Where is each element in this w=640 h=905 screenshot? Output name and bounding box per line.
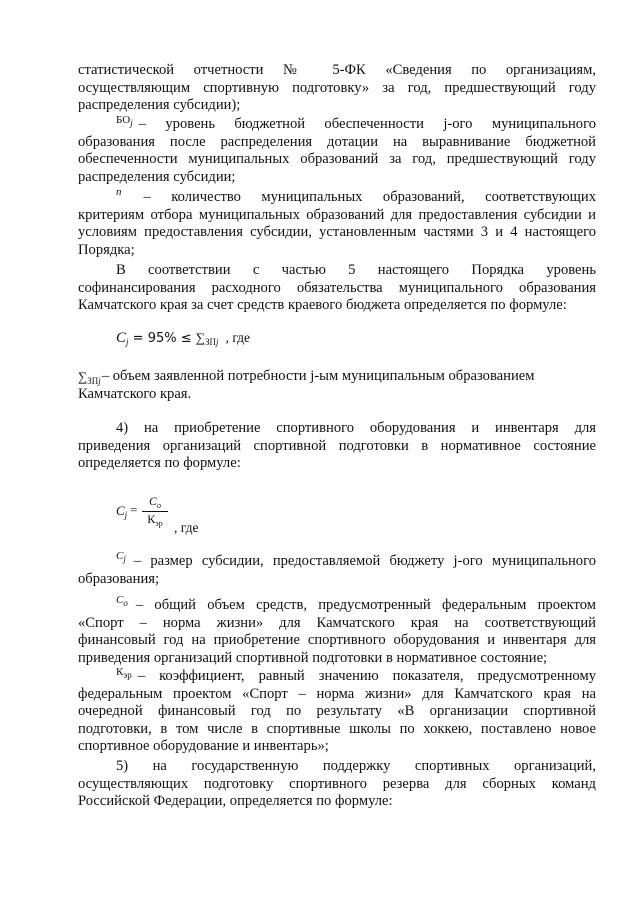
text-line: образования после распределения дотации на выравнивание бюджетной — [78, 133, 596, 150]
formula-tail: , где — [174, 520, 199, 535]
formula-subscript: j — [126, 337, 129, 347]
formula-lhs — [116, 503, 127, 520]
formula-subscript: эр — [155, 519, 163, 528]
text-line: Камчатского края. — [78, 385, 192, 402]
formula-denominator — [140, 512, 170, 528]
text-line: приведения организаций спортивной подготовки в нормативное состояние — [78, 437, 596, 454]
formula-symbol: C — [148, 494, 157, 508]
text-line — [78, 368, 596, 386]
text-line: 4) на приобретение спортивного оборудования и инвентаря для — [116, 420, 596, 436]
symbol-ker — [116, 664, 132, 686]
paragraph-statistics — [78, 62, 596, 115]
symbol-text: БО — [116, 114, 131, 126]
formula-subscript: o — [157, 501, 161, 510]
symbol-bo — [116, 112, 133, 134]
subscript-text: j — [98, 376, 101, 386]
text-line: софинансирования расходного обязательства муниципального образования — [78, 279, 596, 296]
text-segment: – количество муниципальных образований, соответствующих — [143, 189, 596, 205]
text-line: спортивное оборудование и инвентарь»; — [78, 738, 329, 755]
paragraph-declared-need — [78, 368, 596, 403]
sum-subscript — [87, 373, 101, 386]
text-line: Порядка; — [78, 241, 135, 258]
sum-sign: ∑ — [78, 369, 88, 384]
formula-equals: = — [130, 502, 138, 517]
text-line: образования; — [78, 570, 160, 587]
text-line: В соответствии с частью 5 настоящего Порядка уровень — [116, 262, 596, 278]
subscript-text: ЗП — [87, 376, 99, 386]
paragraph-cofinancing — [78, 262, 596, 315]
formula-cofinancing-level — [116, 330, 250, 347]
paragraph-subsidy-size — [78, 550, 596, 588]
text-line: федеральным проектом «Спорт – норма жизни» для Камчатского края на — [78, 685, 596, 702]
text-line: Российской Федерации, определяется по формуле: — [78, 793, 393, 810]
paragraph-count — [78, 186, 596, 259]
text-line: определяется по формуле: — [78, 455, 241, 472]
symbol-text: C — [116, 550, 124, 562]
text-segment: – размер субсидии, предоставляемой бюджету j-ого муниципального — [133, 553, 596, 569]
text-line — [78, 186, 596, 207]
text-line — [78, 550, 596, 571]
text-line — [78, 116, 596, 134]
text-line: распределения субсидии); — [78, 97, 241, 114]
text-line: подготовки, в том числе в спортивные школы по хоккею, поставлено новое — [78, 720, 596, 737]
paragraph-budget-provision — [78, 116, 596, 186]
text-line: распределения субсидии; — [78, 168, 236, 185]
symbol-co — [116, 592, 128, 615]
formula-equipment-subsidy — [116, 494, 216, 534]
formula-subscript: j — [216, 337, 219, 347]
text-segment: – коэффициент, равный значению показателя, предусмотренному — [137, 668, 596, 684]
formula-symbol: К — [147, 512, 156, 526]
symbol-cj — [116, 548, 126, 571]
symbol-subscript: o — [123, 598, 128, 608]
text-line: осуществляющим спортивную подготовку» за год, предшествующий году — [78, 79, 596, 96]
paragraph-total-funds — [78, 594, 596, 667]
text-line: обеспеченности муниципальных образований за год, предшествующий году — [78, 151, 596, 168]
text-line: условиям предоставления субсидии, установленным частями 3 и 4 настоящего — [78, 224, 596, 241]
text-line: 5) на государственную поддержку спортивных организаций, — [116, 758, 596, 774]
formula-symbol: C — [116, 503, 125, 518]
symbol-subscript: j — [130, 118, 133, 128]
formula-sum-sign: ∑ — [195, 330, 206, 345]
text-line: статистической отчетности № 5-ФК «Сведения по организациям, — [78, 62, 596, 78]
text-line: приведения организаций спортивной подготовки в нормативное состояние; — [78, 649, 548, 666]
text-line: «Спорт – норма жизни» для Камчатского края на соответствующий — [78, 614, 596, 631]
formula-symbol: C — [116, 330, 127, 346]
formula-operator: = 95% ≤ — [128, 331, 196, 346]
text-line — [78, 668, 596, 686]
formula-tail: , где — [225, 330, 251, 345]
text-segment: – общий объем средств, предусмотренный федеральным проектом — [135, 597, 596, 613]
text-line: Камчатского края за счет средств краевого бюджета определяется по формуле: — [78, 297, 567, 314]
paragraph-state-support — [78, 758, 596, 811]
text-line: осуществляющих подготовку спортивного резерва для сборных команд — [78, 775, 596, 792]
symbol-text: К — [116, 666, 124, 678]
symbol-subscript: j — [123, 554, 126, 564]
symbol-subscript: эр — [123, 670, 132, 680]
formula-subscript: j — [124, 510, 128, 520]
text-line: очередной финансовый год по результату «В организации спортивной — [78, 703, 596, 720]
formula-numerator — [140, 494, 170, 510]
text-segment: – уровень бюджетной обеспеченности j-ого муниципального — [138, 116, 596, 132]
paragraph-equipment — [78, 420, 596, 473]
formula-subscript: ЗП — [205, 337, 217, 347]
symbol-n: n — [116, 186, 122, 198]
text-line — [78, 594, 596, 615]
text-line: финансовый год на приобретение спортивного оборудования и инвентаря для — [78, 632, 596, 649]
text-line: критериям отбора муниципальных образований для предоставления субсидии и — [78, 206, 596, 223]
symbol-text: C — [116, 594, 124, 606]
text-segment: – объем заявленной потребности j-ым муниципальным образованием — [101, 368, 535, 384]
paragraph-coefficient — [78, 668, 596, 756]
